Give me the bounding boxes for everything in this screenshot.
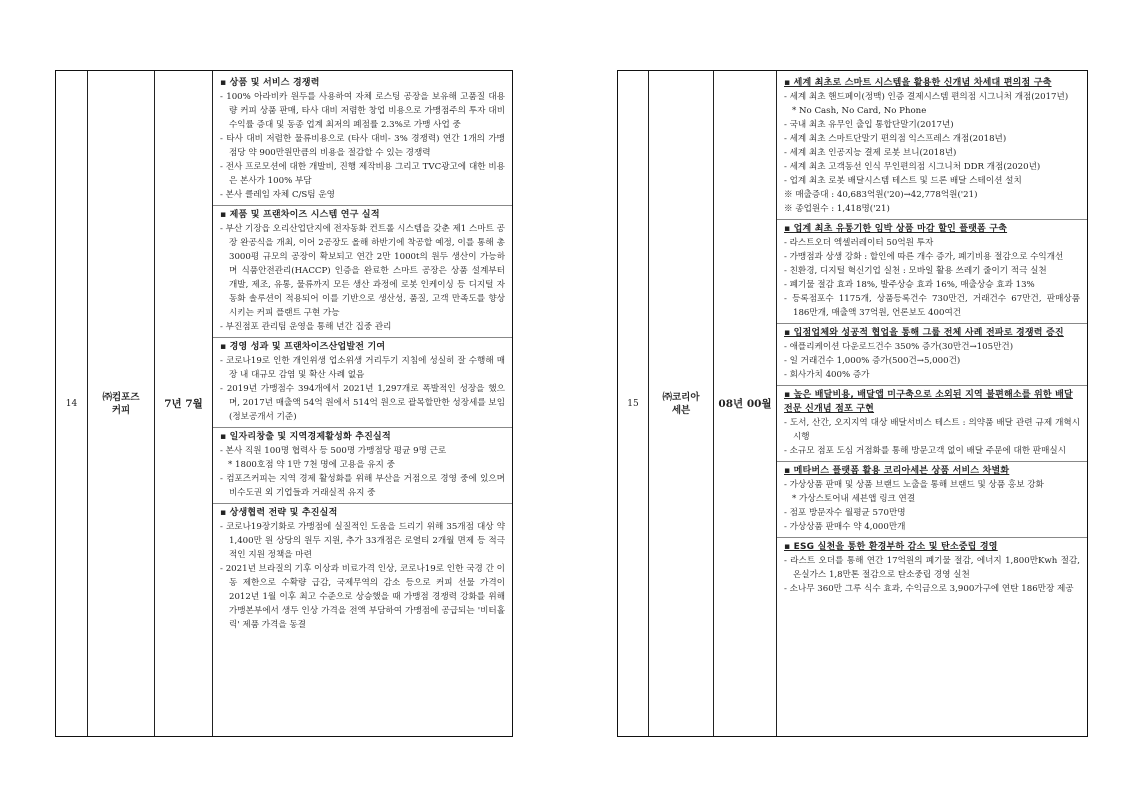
list-item: - 라스트 오더를 통해 연간 17억원의 폐기물 절감, 에너지 1,800만Kwh 절감, 온실가스 1,8만톤 절감으로 탄소중립 경영 실천 — [784, 556, 1080, 580]
list-item: - 본사 클레임 자체 C/S팀 운영 — [220, 190, 335, 200]
section-divider — [777, 385, 1087, 386]
section-heading: ▪ 입점업체와 성공적 협업을 통해 그룹 전체 사례 전파로 경쟁력 증진 — [784, 328, 1064, 338]
section-divider — [777, 537, 1087, 538]
list-item: - 가맹점과 상생 강화 : 할인에 따른 개수 증가, 폐기비용 절감으로 수익개선 — [784, 252, 1064, 262]
list-item: - 애플리케이션 다운로드건수 350% 증가(30만건→105만건) — [784, 342, 1014, 352]
list-item: - 가상상품 판매 및 상품 브랜드 노출을 통해 브랜드 및 상품 홍보 강화 — [784, 480, 1044, 490]
section-heading: ▪ 상품 및 서비스 경쟁력 — [220, 78, 320, 88]
section — [784, 76, 1080, 216]
list-item: - 업계 최초 로봇 배달시스템 테스트 및 드론 배달 스테이션 설치 — [784, 176, 1022, 186]
section — [220, 208, 505, 334]
list-item: - 코로나19장기화로 가맹점에 실질적인 도움을 드리기 위해 35개점 대상 약 1,400만 원 상당의 원두 지원, 추가 33개점은 로열티 2개월 면제 등 적극적인 지원 정책을 마련 — [220, 522, 505, 560]
list-item: - 세계 최초 핸드페이(정맥) 인증 결제시스템 편의점 시그니처 개점(2017년) — [784, 92, 1069, 102]
list-item: - 2021년 브라질의 기후 이상과 비료가격 인상, 코로나19로 인한 국경 간 이동 제한으로 수확량 급감, 국제무역의 감소 등으로 커피 선물 가격이 2012년 1월 이후 최고 수준으로 상승했을 때 가맹점 경쟁력 강화를 위해 가맹본부에서 생두 인상 가격을 전액 부담하여 가맹점에 공급되는 '비터홀릭' 제품 가격을 동결 — [220, 564, 505, 630]
section-divider — [213, 427, 512, 428]
award-table-left — [55, 70, 513, 737]
list-item: - 세계 최초 인공지능 결제 로봇 브니(2018년) — [784, 148, 957, 158]
list-item: - 본사 직원 100명 협력사 등 500명 가맹점당 평균 9명 근로 — [220, 446, 447, 456]
row-number: 14 — [56, 71, 88, 736]
list-item: - 일 거래건수 1,000% 증가(500건→5,000건) — [784, 356, 961, 366]
section — [784, 464, 1080, 534]
section-divider — [213, 205, 512, 206]
section — [784, 388, 1080, 458]
list-item: - 국내 최초 유무인 출입 통합단말기(2017년) — [784, 120, 954, 130]
business-period: 08년 00월 — [714, 71, 777, 736]
list-item: - 전사 프로모션에 대한 개발비, 진행 제작비용 그리고 TVC광고에 대한 비용은 본사가 100% 부담 — [220, 162, 505, 186]
section-divider — [777, 323, 1087, 324]
section-divider — [213, 503, 512, 504]
list-item: - 부진점포 관리팀 운영을 통해 년간 집중 관리 — [220, 322, 392, 332]
section — [784, 326, 1080, 382]
section — [220, 506, 505, 632]
company-name-line1: ㈜코리아 — [662, 391, 700, 403]
list-item: - 부산 기장읍 오리산업단지에 전자동화 컨트롤 시스템을 갖춘 제1 스마트 공장 완공식을 개최, 이어 2공장도 올해 하반기에 착공할 예정, 이를 통해 총 3000평 규모의 공장이 확보되고 연간 2만 1000t의 원두 생산이 가능하며 식품안전관리(HACCP) 인증을 완료한 스마트 공장은 상품 설계부터 개발, 제조, 유통, 물류까지 모든 생산 과정에 로봇 인케이싱 등 디지털 자동화 솔루션이 적용되어 이를 기반으로 생산성, 품질, 고객 만족도를 향상시키는 커피 플랜트 구현 가능 — [220, 224, 505, 318]
section-divider — [777, 219, 1087, 220]
section — [784, 540, 1080, 596]
section-heading: ▪ ESG 실천을 통한 환경부하 감소 및 탄소중립 경영 — [784, 542, 998, 552]
note-item: * No Cash, No Card, No Phone — [792, 106, 927, 116]
section — [220, 340, 505, 424]
business-period: 7년 7월 — [155, 71, 213, 736]
award-table-right — [617, 70, 1088, 737]
section-heading: ▪ 업계 최초 유통기한 임박 상품 마감 할인 플랫폼 구축 — [784, 224, 1008, 234]
company-name-line2: 세븐 — [671, 404, 691, 416]
list-item: - 도서, 산간, 오지지역 대상 배달서비스 테스트 : 의약품 배달 관련 규제 개혁시 시행 — [784, 418, 1080, 442]
company-name-line2: 커피 — [111, 404, 131, 416]
section — [220, 76, 505, 202]
section-divider — [213, 337, 512, 338]
list-item: - 라스트오더 엑셀러레이터 50억원 투자 — [784, 238, 934, 248]
company-name-line1: ㈜컴포즈 — [102, 391, 140, 403]
achievements — [213, 71, 512, 736]
list-item: - 2019년 가맹점수 394개에서 2021년 1,297개로 폭발적인 성장을 했으며, 2017년 매출액 54억 원에서 514억 원으로 괄목할만한 성장세를 보임(정보공개서 기준) — [220, 384, 505, 422]
row-number: 15 — [618, 71, 649, 736]
list-item: - 타사 대비 저렴한 물류비용으로 (타사 대비- 3% 경쟁력) 연간 1개의 가맹점당 약 900만원만큼의 비용을 절감할 수 있는 경쟁력 — [220, 134, 505, 158]
stat-item: ※ 매출증대 : 40,683억원('20)→42,778억원('21) — [784, 190, 978, 200]
section — [220, 430, 505, 500]
section-heading: ▪ 세계 최초로 스마트 시스템을 활용한 신개념 차세대 편의점 구축 — [784, 78, 1052, 88]
section-heading: ▪ 일자리창출 및 지역경제활성화 추진실적 — [220, 432, 391, 442]
section-heading: ▪ 높은 배달비용, 배달앱 미구축으로 소외된 지역 불편해소를 위한 배달 전문 신개념 점포 구현 — [784, 390, 1073, 414]
list-item: - 100% 아라비카 원두를 사용하여 자체 로스팅 공장을 보유해 고품질 대용량 커피 상품 판매, 타사 대비 저렴한 창업 비용으로 가맹점주의 투자 대비 수익률 증대 및 동종 업계 최저의 폐점률 2.3%로 가맹 사업 중 — [220, 92, 505, 130]
stat-item: ※ 종업원수 : 1,418명('21) — [784, 204, 890, 214]
section-heading: ▪ 상생협력 전략 및 추진실적 — [220, 508, 338, 518]
list-item: - 폐기물 절감 효과 18%, 발주상승 효과 16%, 매출상승 효과 13% — [784, 280, 1035, 290]
section-heading: ▪ 경영 성과 및 프랜차이즈산업발전 기여 — [220, 342, 386, 352]
note-item: * 1800호점 약 1만 7천 명에 고용을 유지 중 — [228, 460, 395, 470]
list-item: - 친환경, 디지털 혁신기업 실천 : 모바일 활용 쓰레기 줄이기 적극 실천 — [784, 266, 1047, 276]
note-item: * 가상스토어내 세븐앱 링크 연결 — [792, 494, 916, 504]
list-item: - 점포 방문자수 월평균 570만명 — [784, 508, 906, 518]
list-item: - 세계 최초 스마트단말기 편의점 익스프레스 개점(2018년) — [784, 134, 1007, 144]
list-item: - 컴포즈커피는 지역 경제 활성화를 위해 부산을 거점으로 경영 중에 있으며 비수도권 외 기업들과 거래실적 유지 중 — [220, 474, 505, 498]
list-item: - 소나무 360만 그루 식수 효과, 수익금으로 3,900가구에 연탄 186만장 제공 — [784, 584, 1074, 594]
section-heading: ▪ 제품 및 프랜차이즈 시스템 연구 실적 — [220, 210, 380, 220]
list-item: - 가상상품 판매수 약 4,000만개 — [784, 522, 906, 532]
achievements — [777, 71, 1087, 736]
section — [784, 222, 1080, 320]
list-item: - 세계 최초 고객동선 인식 무인편의점 시그니처 DDR 개점(2020년) — [784, 162, 1041, 172]
list-item: - 소규모 점포 도심 거점화를 통해 방문고객 없이 배달 주문에 대한 판매실시 — [784, 446, 1067, 456]
section-heading: ▪ 메타버스 플랫폼 활용 코리아세븐 상품 서비스 차별화 — [784, 466, 1010, 476]
company-name — [88, 71, 155, 736]
list-item: - 회사가치 400% 증가 — [784, 370, 870, 380]
section-divider — [777, 461, 1087, 462]
list-item: - 등록점포수 1175개, 상품등록건수 730만건, 거래건수 67만건, 판매상품 186만개, 매출액 37억원, 언론보도 400여건 — [784, 294, 1080, 318]
company-name — [649, 71, 714, 736]
list-item: - 코로나19로 인한 개인위생 업소위생 거리두기 지침에 성실히 잘 수행해 매장 내 대규모 감염 및 확산 사례 없음 — [220, 356, 505, 380]
